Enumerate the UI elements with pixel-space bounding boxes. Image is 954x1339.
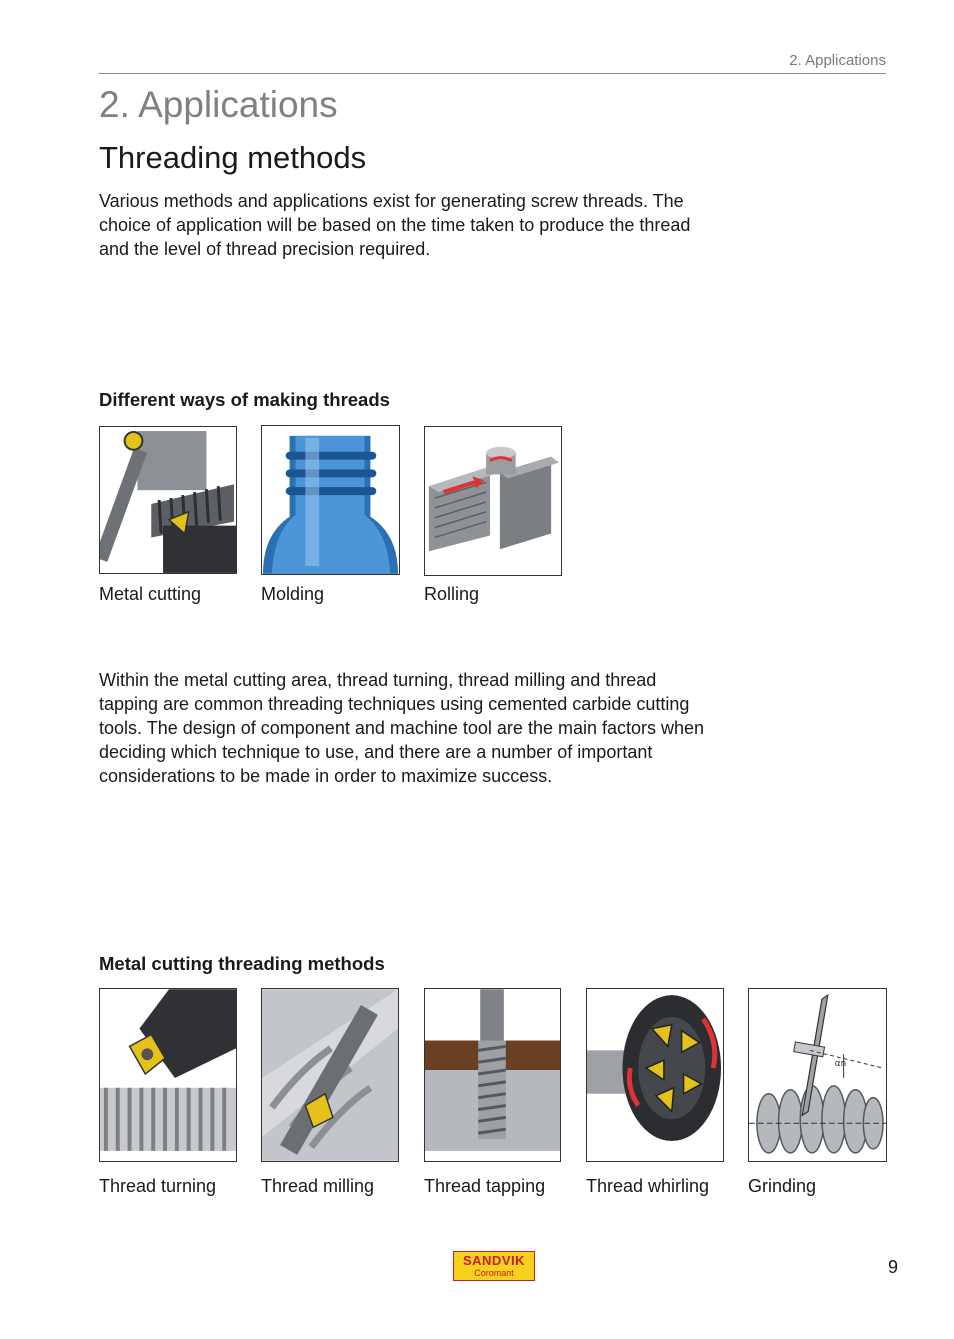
methods-heading: Metal cutting threading methods: [99, 953, 385, 974]
caption-metal-cutting: Metal cutting: [99, 584, 202, 604]
rolling-dies-image: [424, 426, 562, 576]
thread-milling-image: [261, 988, 399, 1162]
thread-turning-image: [99, 988, 237, 1162]
molding-bottle-image: [261, 425, 400, 575]
section-title: Threading methods: [99, 140, 367, 175]
metal-cutting-paragraph: Within the metal cutting area, thread turning, thread milling and thread tapping are common threading techniques using cemented carbide cutting tools. The design of component and machine tool are the main factors when deciding which technique to use, and there are a number of important considerations to be made in order to maximize success.: [99, 670, 705, 786]
caption-grinding: Grinding: [748, 1176, 817, 1196]
grinding-image: [748, 988, 887, 1162]
chapter-title: 2. Applications: [99, 84, 338, 125]
thread-tapping-image: [424, 988, 561, 1162]
thread-whirling-image: [586, 988, 724, 1162]
caption-thread-turning: Thread turning: [99, 1176, 217, 1196]
metal-cutting-image: [99, 426, 237, 574]
logo-main-text: SANDVIK: [462, 1253, 525, 1268]
caption-molding: Molding: [261, 584, 325, 604]
page-number: 9: [887, 1257, 898, 1277]
caption-thread-milling: Thread milling: [261, 1176, 375, 1196]
grinding-angle-label: αn: [834, 1059, 847, 1070]
caption-thread-tapping: Thread tapping: [424, 1176, 546, 1196]
caption-thread-whirling: Thread whirling: [586, 1176, 710, 1196]
running-header: 2. Applications: [99, 52, 886, 74]
ways-heading: Different ways of making threads: [99, 389, 390, 410]
logo-sub-text: Coromant: [474, 1268, 514, 1278]
intro-paragraph: Various methods and applications exist for generating screw threads. The choice of application will be based on the time taken to produce the thread and the level of thread precision required.: [99, 191, 691, 259]
caption-rolling: Rolling: [424, 584, 480, 604]
sandvik-coromant-logo: [453, 1251, 535, 1281]
